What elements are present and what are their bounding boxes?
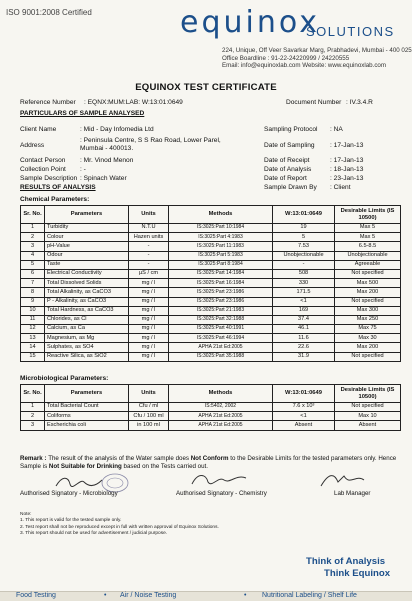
table-cell: Max 250 xyxy=(335,315,401,324)
client-name-label: Client Name xyxy=(20,126,57,133)
table-cell: <1 xyxy=(273,412,335,421)
chem-column-header: Sr. No. xyxy=(21,206,45,224)
table-row xyxy=(21,343,401,352)
date-of-analysis-label: Date of Analysis xyxy=(264,166,312,173)
table-row xyxy=(21,403,401,412)
table-cell: 171.5 xyxy=(273,288,335,297)
table-cell: Escherichia coli xyxy=(45,421,129,430)
chem-column-header: Methods xyxy=(169,206,273,224)
table-cell: Max 5 xyxy=(335,224,401,233)
table-cell: IS:3025:Part 21:1983 xyxy=(169,306,273,315)
address-label: Address xyxy=(20,142,45,149)
table-row xyxy=(21,288,401,297)
table-cell: 12 xyxy=(21,325,45,334)
chemical-heading: Chemical Parameters: xyxy=(20,196,90,203)
table-cell: 508 xyxy=(273,269,335,278)
date-of-sampling-label: Date of Sampling xyxy=(264,142,315,149)
table-cell: mg / l xyxy=(129,343,169,352)
table-row xyxy=(21,352,401,361)
table-cell: Reactive Silica, as SiO2 xyxy=(45,352,129,361)
table-cell: mg / l xyxy=(129,288,169,297)
table-row xyxy=(21,233,401,242)
table-cell: Colour xyxy=(45,233,129,242)
table-row xyxy=(21,279,401,288)
table-row xyxy=(21,224,401,233)
note-line: 1. This report is valid for the tested sample only. xyxy=(20,518,122,524)
signature-lab-manager xyxy=(318,470,368,490)
table-cell: Magnesium, as Mg xyxy=(45,334,129,343)
table-cell: µS / cm xyxy=(129,269,169,278)
table-cell: IS:3025:Part 23:1986 xyxy=(169,288,273,297)
footer-food-testing: Food Testing xyxy=(16,592,56,599)
date-of-receipt-label: Date of Receipt xyxy=(264,157,310,164)
table-cell: mg / l xyxy=(129,297,169,306)
remark-prefix: Remark : xyxy=(20,455,49,462)
table-cell: 7.6 x 10³ xyxy=(273,403,335,412)
table-cell: 1 xyxy=(21,224,45,233)
sample-description-label: Sample Description xyxy=(20,175,78,182)
table-cell: Not specified xyxy=(335,403,401,412)
table-cell: IS:3025:Part 16:1984 xyxy=(169,279,273,288)
table-row xyxy=(21,306,401,315)
date-of-analysis-value: : 18-Jan-13 xyxy=(330,166,364,173)
table-cell: Unobjectionable xyxy=(335,251,401,260)
brand-wordmark: equinox xyxy=(180,5,321,40)
table-cell: Max 75 xyxy=(335,325,401,334)
table-cell: Sulphates, as SO4 xyxy=(45,343,129,352)
table-cell: IS:3025:Part 8:1984 xyxy=(169,260,273,269)
table-cell: IS:3025:Part 14:1984 xyxy=(169,269,273,278)
remark-text-1: The result of the analysis of the Water sample does xyxy=(48,455,191,462)
remark-paragraph xyxy=(20,455,400,471)
table-cell: Not specified xyxy=(335,297,401,306)
reference-label: Reference Number xyxy=(20,99,76,106)
table-cell: IS:3025:Part 10:1984 xyxy=(169,224,273,233)
signatory-micro-label: Authorised Signatory - Microbiology xyxy=(20,490,118,497)
sampling-protocol-value: : NA xyxy=(330,126,343,133)
contact-person-value: : Mr. Vinod Menon xyxy=(80,157,134,164)
table-cell: Turbidity xyxy=(45,224,129,233)
table-cell: APHA 21st Ed:2005 xyxy=(169,412,273,421)
sample-drawn-by-value: : Client xyxy=(330,184,351,191)
table-cell: - xyxy=(129,251,169,260)
chem-column-header: Parameters xyxy=(45,206,129,224)
table-cell: 3 xyxy=(21,421,45,430)
company-address xyxy=(222,47,412,70)
table-cell: Chlorides, as Cl xyxy=(45,315,129,324)
table-cell: 9 xyxy=(21,297,45,306)
notes-heading: Note: xyxy=(20,512,32,517)
footer-nutritional-labeling: Nutritional Labeling / Shelf Life xyxy=(262,592,357,599)
table-cell: Max 10 xyxy=(335,412,401,421)
table-cell: mg / l xyxy=(129,325,169,334)
table-cell: mg / l xyxy=(129,279,169,288)
table-cell: IS:3025:Part 4:1983 xyxy=(169,233,273,242)
note-line: 2. Test report shall not be reproduced except in full with written approval of Equinox Solutions. xyxy=(20,524,219,530)
certificate-title: EQUINOX TEST CERTIFICATE xyxy=(135,82,277,93)
table-cell: - xyxy=(129,242,169,251)
address-value-line1: : Peninsula Centre, S S Rao Road, Lower Parel, xyxy=(80,137,221,144)
micro-column-header: Sr. No. xyxy=(21,385,45,403)
table-cell: Max 5 xyxy=(335,233,401,242)
table-cell: Total Alkalinity, as CaCO3 xyxy=(45,288,129,297)
table-cell: Odour xyxy=(45,251,129,260)
table-cell: 15 xyxy=(21,352,45,361)
table-cell: 22.6 xyxy=(273,343,335,352)
table-cell: APHA 21st Ed:2005 xyxy=(169,421,273,430)
table-cell: 4 xyxy=(21,251,45,260)
results-heading: RESULTS OF ANALYSIS xyxy=(20,184,96,191)
table-cell: 169 xyxy=(273,306,335,315)
table-cell: 13 xyxy=(21,334,45,343)
remark-bold-1: Not Conform xyxy=(190,455,229,462)
table-cell: Cfu / 100 ml xyxy=(129,412,169,421)
table-row xyxy=(21,412,401,421)
collection-point-value: : - xyxy=(80,166,86,173)
table-cell: Taste xyxy=(45,260,129,269)
sample-description-value: : Spinach Water xyxy=(80,175,127,182)
table-cell: 1 xyxy=(21,403,45,412)
table-cell: Total Bacterial Count xyxy=(45,403,129,412)
table-cell: 31.9 xyxy=(273,352,335,361)
sampling-protocol-label: Sampling Protocol xyxy=(264,126,318,133)
remark-bold-2: Not Suitable for Drinking xyxy=(48,463,122,470)
table-row xyxy=(21,325,401,334)
footer-dot-icon: • xyxy=(244,592,247,599)
table-cell: Total Hardness, as CaCO3 xyxy=(45,306,129,315)
table-cell: 6.5-8.5 xyxy=(335,242,401,251)
table-cell: 5 xyxy=(21,260,45,269)
table-cell: Cfu / ml xyxy=(129,403,169,412)
table-cell: 7.53 xyxy=(273,242,335,251)
address-line: Office Boardline : 91-22-24220999 / 24220555 xyxy=(222,54,350,62)
note-line: 3. This report should not be used for advertisement / judicial purpose. xyxy=(20,531,168,537)
table-cell: - xyxy=(129,260,169,269)
table-cell: IS:3025:Part 40:1991 xyxy=(169,325,273,334)
particulars-heading: PARTICULARS OF SAMPLE ANALYSED xyxy=(20,110,145,117)
table-cell: 19 xyxy=(273,224,335,233)
table-cell: Max 300 xyxy=(335,306,401,315)
table-cell: Agreeable xyxy=(335,260,401,269)
reference-value: : EQNX:MUM:LAB: W:13:01:0649 xyxy=(84,99,183,106)
table-cell: in 100 ml xyxy=(129,421,169,430)
table-cell: 5 xyxy=(273,233,335,242)
micro-column-header: Parameters xyxy=(45,385,129,403)
signatory-chemistry-label: Authorised Signatory - Chemistry xyxy=(176,490,267,497)
contact-person-label: Contact Person xyxy=(20,157,66,164)
collection-point-label: Collection Point xyxy=(20,166,66,173)
table-cell: Not specified xyxy=(335,269,401,278)
table-row xyxy=(21,260,401,269)
table-cell: 46.1 xyxy=(273,325,335,334)
remark-text-2: to the Desirable Limits for the tested parameters only. Hence Sample is xyxy=(20,455,397,470)
micro-column-header: Methods xyxy=(169,385,273,403)
iso-certification: ISO 9001:2008 Certified xyxy=(6,8,92,17)
table-cell: mg / l xyxy=(129,352,169,361)
table-row xyxy=(21,334,401,343)
date-of-report-value: : 23-Jan-13 xyxy=(330,175,364,182)
brand-solutions: SOLUTIONS xyxy=(306,24,395,39)
table-cell: mg / l xyxy=(129,315,169,324)
client-name-value: : Mid - Day Infomedia Ltd xyxy=(80,126,154,133)
address-line: Email: info@equinoxlab.com Website: www.equinoxlab.com xyxy=(222,62,387,70)
table-cell: Max 200 xyxy=(335,288,401,297)
table-cell: N.T.U xyxy=(129,224,169,233)
table-cell: 2 xyxy=(21,412,45,421)
table-cell: 11 xyxy=(21,315,45,324)
table-cell: Coliforms xyxy=(45,412,129,421)
table-cell: IS:3025:Part 32:1988 xyxy=(169,315,273,324)
table-cell: Electrical Conductivity xyxy=(45,269,129,278)
tagline-line2: Think Equinox xyxy=(324,568,391,579)
table-cell: 6 xyxy=(21,269,45,278)
microbiological-parameters-table xyxy=(20,384,401,431)
table-row xyxy=(21,242,401,251)
table-cell: APHA 21st Ed:2005 xyxy=(169,343,273,352)
table-cell: 7 xyxy=(21,279,45,288)
table-cell: IS:3025:Part 11:1983 xyxy=(169,242,273,251)
address-value-line2: Mumbai - 400013. xyxy=(80,145,134,152)
table-cell: IS:3025:Part 5:1983 xyxy=(169,251,273,260)
chem-column-header: Desirable Limits (IS 10500) xyxy=(335,206,401,224)
table-cell: Max 500 xyxy=(335,279,401,288)
micro-column-header: Units xyxy=(129,385,169,403)
table-cell: IS:3025:Part 46:1994 xyxy=(169,334,273,343)
address-line: 224, Unique, Off Veer Savarkar Marg, Prabhadevi, Mumbai - 400 025 xyxy=(222,47,412,54)
equinox-logo xyxy=(178,2,406,48)
table-cell: Absent xyxy=(335,421,401,430)
table-row xyxy=(21,269,401,278)
date-of-receipt-value: : 17-Jan-13 xyxy=(330,157,364,164)
table-cell: 3 xyxy=(21,242,45,251)
remark-text-3: based on the Tests carried out. xyxy=(121,463,208,470)
document-value: : IV.3.4.R xyxy=(346,99,373,106)
table-cell: Not specified xyxy=(335,352,401,361)
sample-drawn-by-label: Sample Drawn By xyxy=(264,184,317,191)
table-cell: mg / l xyxy=(129,306,169,315)
table-cell: 11.6 xyxy=(273,334,335,343)
micro-heading: Microbiological Parameters: xyxy=(20,375,109,382)
table-cell: IS:3025:Part 23:1986 xyxy=(169,297,273,306)
date-of-sampling-value: : 17-Jan-13 xyxy=(330,142,364,149)
table-cell: Hazen units xyxy=(129,233,169,242)
date-of-report-label: Date of Report xyxy=(264,175,307,182)
table-cell: 37.4 xyxy=(273,315,335,324)
table-cell: <1 xyxy=(273,297,335,306)
micro-column-header: W:13:01:0649 xyxy=(273,385,335,403)
signature-chemistry xyxy=(188,470,250,490)
table-cell: 330 xyxy=(273,279,335,288)
table-cell: 10 xyxy=(21,306,45,315)
table-row xyxy=(21,297,401,306)
signatory-lab-manager-label: Lab Manager xyxy=(334,490,371,497)
table-row xyxy=(21,421,401,430)
table-cell: IS:3025:Part 35:1988 xyxy=(169,352,273,361)
table-cell: Max 30 xyxy=(335,334,401,343)
table-cell: 8 xyxy=(21,288,45,297)
table-cell: Total Dissolved Solids xyxy=(45,279,129,288)
table-cell: IS:5402, 2002 xyxy=(169,403,273,412)
document-label: Document Number xyxy=(286,99,342,106)
table-cell: Absent xyxy=(273,421,335,430)
table-cell: Max 200 xyxy=(335,343,401,352)
footer-air-noise-testing: Air / Noise Testing xyxy=(120,592,177,599)
tagline-line1: Think of Analysis xyxy=(306,556,386,567)
notes-block xyxy=(20,512,219,538)
chemical-parameters-table xyxy=(20,205,401,362)
footer-dot-icon: • xyxy=(104,592,107,599)
chem-column-header: Units xyxy=(129,206,169,224)
chem-column-header: W:13:01:0649 xyxy=(273,206,335,224)
table-cell: mg / l xyxy=(129,334,169,343)
table-cell: P - Alkalinity, as CaCO3 xyxy=(45,297,129,306)
micro-column-header: Desirable Limits (IS 10500) xyxy=(335,385,401,403)
table-cell: Unobjectionable xyxy=(273,251,335,260)
table-cell: 14 xyxy=(21,343,45,352)
table-cell: pH-Value xyxy=(45,242,129,251)
table-cell: Calcium, as Ca xyxy=(45,325,129,334)
table-row xyxy=(21,315,401,324)
table-row xyxy=(21,251,401,260)
table-cell: - xyxy=(273,260,335,269)
table-cell: 2 xyxy=(21,233,45,242)
